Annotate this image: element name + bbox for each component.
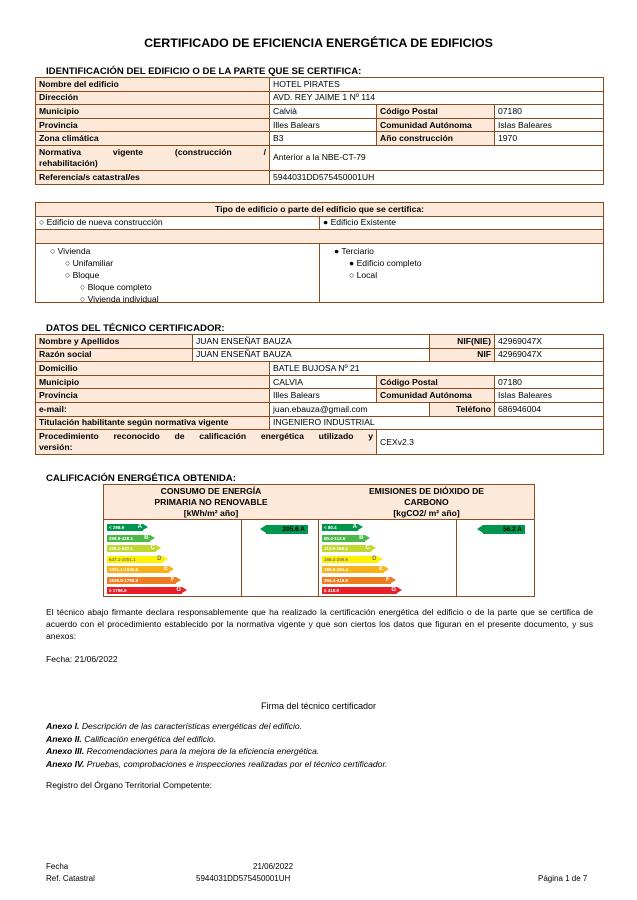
consumo-bar-b <box>107 535 150 542</box>
label-zona-climatica: Zona climática <box>36 132 270 146</box>
value-email: juan.ebauza@gmail.com <box>270 402 430 416</box>
consumo-bar-e <box>107 566 169 573</box>
registry-label: Registro del Órgano Territorial Competente: <box>46 780 213 790</box>
emisiones-bar-c <box>322 545 371 552</box>
rating-box <box>103 484 535 597</box>
value-municipio-tecnico: CALVIA <box>270 375 377 389</box>
value-comunidad: Islas Baleares <box>495 118 604 132</box>
consumo-bar-a <box>107 524 143 531</box>
emisiones-bar-f <box>322 577 391 584</box>
terciario-options <box>320 244 604 303</box>
value-domicilio: BATLE BUJOSA Nº 21 <box>270 362 604 376</box>
annex-label: Anexo IV. <box>46 758 85 769</box>
section-heading-calificacion: CALIFICACIÓN ENERGÉTICA OBTENIDA: <box>46 473 236 484</box>
consumo-heading-line1: CONSUMO DE ENERGÍA <box>160 486 262 496</box>
consumo-bar-d <box>107 556 163 563</box>
vivienda-options <box>36 244 320 303</box>
label-provincia: Provincia <box>36 118 270 132</box>
consumo-bar-letter: G <box>176 587 181 593</box>
label-nif-nie: NIF(NIE) <box>430 335 495 349</box>
label-referencia-catastral: Referencia/s catastral/es <box>36 170 270 184</box>
annex-text: Calificación energética del edificio. <box>81 733 217 744</box>
consumo-bar-range: 298.9-428.1 <box>109 535 134 541</box>
label-telefono: Teléfono <box>430 402 495 416</box>
value-direccion: AVD. REY JAIME 1 Nº 114 <box>270 91 604 105</box>
label-procedimiento-line1: Procedimiento reconocido de calificación energética utilizado y <box>39 431 373 442</box>
value-nif-nie: 42969047X <box>495 335 604 349</box>
consumo-bar-g <box>107 587 182 594</box>
label-razon-social: Razón social <box>36 348 193 362</box>
value-provincia-tecnico: Illes Balears <box>270 389 377 403</box>
label-titulacion: Titulación habilitante según normativa vigente <box>36 416 270 430</box>
value-telefono: 686946004 <box>495 402 604 416</box>
consumo-bar-letter: F <box>170 576 175 583</box>
value-razon-social: JUAN ENSEÑAT BAUZA <box>193 348 430 362</box>
option-bloque-completo: ○ Bloque completo <box>80 282 152 293</box>
section-heading-identificacion: IDENTIFICACIÓN DEL EDIFICIO O DE LA PARTE QUE SE CERTIFICA: <box>46 66 362 77</box>
building-id-table <box>35 77 604 185</box>
emisiones-bar-a <box>322 524 358 531</box>
label-procedimiento-line2: versión: <box>39 442 73 453</box>
consumo-rating-marker: 205.6 A <box>266 525 308 534</box>
consumo-heading-line2: PRIMARIA NO RENOVABLE <box>154 497 268 507</box>
emisiones-bar-range: 394.4-418.9 <box>324 577 349 583</box>
label-procedimiento <box>36 430 377 455</box>
label-municipio: Municipio <box>36 105 270 119</box>
footer-date-label: Fecha <box>46 862 69 871</box>
annex-label: Anexo I. <box>46 721 80 731</box>
page-title: CERTIFICADO DE EFICIENCIA ENERGÉTICA DE EDIFICIOS <box>144 36 493 50</box>
annex-label: Anexo II. <box>46 733 82 744</box>
option-vivienda-individual: ○ Vivienda individual <box>80 294 159 303</box>
label-municipio-tecnico: Municipio <box>36 375 270 389</box>
value-nombre-edificio: HOTEL PIRATES <box>270 78 604 92</box>
consumo-bar-c <box>107 545 156 552</box>
consumo-bar-letter: C <box>150 545 155 551</box>
label-domicilio: Domicilio <box>36 362 270 376</box>
footer-page-number: Página 1 de 7 <box>538 874 588 883</box>
emisiones-bar-g <box>322 587 397 594</box>
emisiones-heading-line2: CARBONO <box>404 497 449 507</box>
emisiones-heading-line1: EMISIONES DE DIÓXIDO DE <box>368 486 485 496</box>
consumo-bar-f <box>107 577 176 584</box>
value-referencia-catastral: 5944031DD575450001UH <box>270 170 604 184</box>
emisiones-bar-letter: G <box>391 587 396 593</box>
consumo-bar-range: 1001.1-1536.8 <box>109 567 139 572</box>
emisiones-bar-d <box>322 556 378 563</box>
consumo-bar-range: < 298.9 <box>109 525 125 530</box>
annex-item <box>46 758 387 771</box>
emisiones-bar-letter: F <box>385 576 390 583</box>
option-edificio-completo: ● Edificio completo <box>349 258 422 269</box>
consumo-bar-range: 1536.8-1796.9 <box>109 577 139 583</box>
label-comunidad-tecnico: Comunidad Autónoma <box>377 389 495 403</box>
annex-item <box>46 745 387 758</box>
label-codigo-postal: Código Postal <box>377 105 495 119</box>
value-comunidad-tecnico: Islas Baleares <box>495 389 604 403</box>
option-bloque: ○ Bloque <box>65 270 100 281</box>
building-type-heading: Tipo de edificio o parte del edificio que se certifica: <box>36 203 604 217</box>
emisiones-bar-range: 80.4-113.5 <box>324 535 346 541</box>
consumo-bar-range: 428.1-647.1 <box>109 546 134 551</box>
annex-list <box>46 720 387 770</box>
consumo-heading-line3: [kWh/m² año] <box>183 508 239 518</box>
emisiones-heading-line3: [kgCO2/ m² año] <box>393 508 460 518</box>
emisiones-bar-letter: A <box>352 524 357 530</box>
label-normativa-line2: rehabilitación) <box>39 157 98 168</box>
consumo-bar-letter: B <box>144 534 149 541</box>
label-nombre-tecnico: Nombre y Apellidos <box>36 335 193 349</box>
value-nombre-tecnico: JUAN ENSEÑAT BAUZA <box>193 335 430 349</box>
consumo-bar-letter: A <box>137 524 142 530</box>
emisiones-bar-range: 168.4-259.6 <box>324 556 349 562</box>
label-nombre-edificio: Nombre del edificio <box>36 78 270 92</box>
option-unifamiliar: ○ Unifamiliar <box>65 258 114 269</box>
emisiones-bar-range: 113.5-168.4 <box>324 546 348 551</box>
section-heading-tecnico: DATOS DEL TÉCNICO CERTIFICADOR: <box>46 323 225 334</box>
option-terciario: ● Terciario <box>334 246 374 257</box>
value-codigo-postal: 07180 <box>495 105 604 119</box>
emisiones-bar-b <box>322 535 365 542</box>
consumo-scale-divider <box>241 519 242 596</box>
value-normativa: Anterior a la NBE-CT-79 <box>270 145 604 170</box>
emisiones-bar-range: ≥ 418.9 <box>324 588 339 593</box>
annex-text: Recomendaciones para la mejora de la eficiencia energética. <box>84 746 320 756</box>
annex-text: Descripción de las características energéticas del edificio. <box>79 721 303 731</box>
building-type-separator <box>36 230 604 244</box>
label-normativa <box>36 145 270 170</box>
declaration-date: Fecha: 21/06/2022 <box>46 654 118 664</box>
footer-date: 21/06/2022 <box>253 862 294 871</box>
emisiones-rating-marker: 56.2 A <box>483 525 525 534</box>
label-normativa-line1: Normativa vigente (construcción / <box>39 146 266 157</box>
annex-item <box>46 720 387 733</box>
consumo-bar-letter: E <box>163 566 168 572</box>
emisiones-scale-divider <box>456 519 457 596</box>
consumo-heading <box>104 486 318 519</box>
option-vivienda: ○ Vivienda <box>50 246 91 257</box>
declaration-text: El técnico abajo firmante declara responsablemente que ha realizado la certificación energética del edificio o de la parte que se certifica de acuerdo con el procedimiento establecido por la normativa vigente y que son ciertos los datos que figuran en el presente documento, y sus anexos: <box>46 607 593 641</box>
consumo-bar-letter: D <box>157 555 162 562</box>
value-provincia: Illes Balears <box>270 118 377 132</box>
label-anio-construccion: Año construcción <box>377 132 495 146</box>
emisiones-bar-letter: B <box>359 534 364 541</box>
emisiones-bar-range: 259.6-394.4 <box>324 567 349 572</box>
annex-item <box>46 733 387 746</box>
label-cp-tecnico: Código Postal <box>377 375 495 389</box>
option-nueva-construccion: ○ Edificio de nueva construcción <box>36 216 320 230</box>
technician-table <box>35 334 604 455</box>
emisiones-bar-letter: C <box>365 545 370 551</box>
consumo-bar-range: ≥ 1796.9 <box>109 588 127 593</box>
building-type-table <box>35 202 604 303</box>
footer-ref-label: Ref. Catastral <box>46 874 95 883</box>
option-local: ○ Local <box>349 270 378 281</box>
label-nif: NIF <box>430 348 495 362</box>
emisiones-bar-range: < 80.4 <box>324 525 337 530</box>
value-cp-tecnico: 07180 <box>495 375 604 389</box>
value-nif: 42969047X <box>495 348 604 362</box>
option-edificio-existente: ● Edificio Existente <box>320 216 604 230</box>
value-anio-construccion: 1970 <box>495 132 604 146</box>
emisiones-bar-letter: E <box>378 566 383 572</box>
consumo-bar-range: 647.1-1001.1 <box>109 556 136 562</box>
signature-caption: Firma del técnico certificador <box>260 701 377 711</box>
label-email: e-mail: <box>36 402 270 416</box>
footer-ref: 5944031DD575450001UH <box>196 874 291 883</box>
value-procedimiento: CEXv2.3 <box>377 430 604 455</box>
value-zona-climatica: B3 <box>270 132 377 146</box>
label-comunidad: Comunidad Autónoma <box>377 118 495 132</box>
emisiones-bar-letter: D <box>372 555 377 562</box>
emisiones-heading <box>319 486 534 519</box>
emisiones-bar-e <box>322 566 384 573</box>
annex-text: Pruebas, comprobaciones e inspecciones realizadas por el técnico certificador. <box>84 758 388 769</box>
annex-label: Anexo III. <box>46 746 85 756</box>
label-direccion: Dirección <box>36 91 270 105</box>
value-municipio: Calvià <box>270 105 377 119</box>
value-titulacion: INGENIERO INDUSTRIAL <box>270 416 604 430</box>
label-provincia-tecnico: Provincia <box>36 389 270 403</box>
